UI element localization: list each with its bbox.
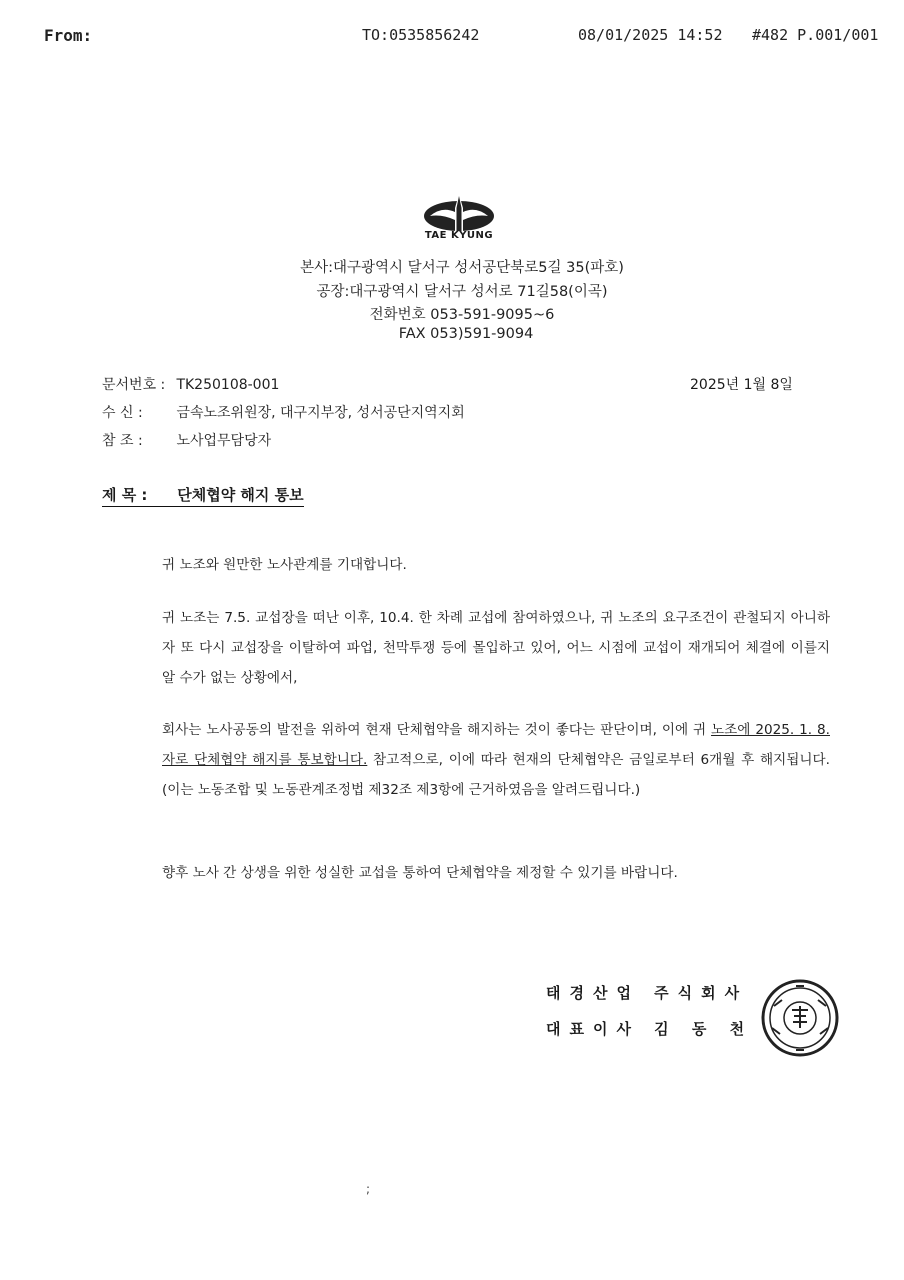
stray-mark: ;	[366, 1182, 371, 1196]
reference-value: 노사업무담당자	[176, 433, 272, 449]
reference-row	[102, 430, 271, 450]
body-paragraph-2: 귀 노조는 7.5. 교섭장을 떠난 이후, 10.4. 한 차례 교섭에 참여하였으나, 귀 노조의 요구조건이 관철되지 아니하자 또 다시 교섭장을 이탈하여 파업, 천막투쟁 등에 몰입하고 있어, 어느 시점에 교섭이 재개되어 체결에 이를지 알 수가 없는 상황에서,	[162, 610, 830, 686]
hq-address: 본사:대구광역시 달서구 성서공단북로5길 35(파호)	[300, 260, 624, 276]
subject-text: 단체협약 해지 통보	[177, 486, 304, 504]
recipient-value: 금속노조위원장, 대구지부장, 성서공단지역지회	[176, 405, 465, 421]
reference-label: 참 조 :	[102, 433, 143, 449]
company-logo	[420, 194, 498, 250]
doc-number-row	[102, 374, 279, 394]
document-date: 2025년 1월 8일	[690, 377, 793, 393]
phone-number: 전화번호 053-591-9095~6	[369, 307, 555, 323]
factory-address: 공장:대구광역시 달서구 성서로 71길58(이곡)	[316, 284, 608, 300]
signature-company: 태경산업 주식회사	[546, 984, 749, 1002]
tae-kyung-logo-icon	[422, 194, 496, 232]
fax-number: FAX 053)591-9094	[398, 326, 534, 342]
p3-intro: 회사는 노사공동의 발전을 위하여 현재 단체협약을 해지하는 것이 좋다는 판단이며, 이에 귀	[162, 722, 707, 738]
subject-line	[102, 484, 304, 507]
recipient-row	[102, 402, 465, 422]
fax-page-number: #482 P.001/001	[752, 26, 879, 44]
logo-text: TAE KYUNG	[424, 230, 494, 241]
body-paragraph-4: 향후 노사 간 상생을 위한 성실한 교섭을 통하여 단체협약을 제정할 수 있기를 바랍니다.	[162, 865, 678, 881]
body-paragraph-3	[162, 715, 830, 805]
company-seal-icon	[760, 976, 840, 1060]
p3-underlined-notice: 노조에 2025. 1. 8. 자로 단체협약 해지를 통보합니다.	[162, 722, 830, 768]
doc-number-label: 문서번호 :	[102, 377, 166, 393]
fax-datetime: 08/01/2025 14:52	[578, 26, 723, 44]
doc-number-value: TK250108-001	[176, 377, 280, 393]
body-paragraph-1: 귀 노조와 원만한 노사관계를 기대합니다.	[162, 557, 407, 573]
fax-to-number: TO:0535856242	[362, 26, 480, 44]
fax-from: From:	[44, 26, 93, 45]
fax-header	[0, 26, 904, 50]
recipient-label: 수 신 :	[102, 405, 143, 421]
subject-label: 제 목 :	[102, 486, 148, 504]
signature-representative: 대표이사 김 동 천	[546, 1020, 754, 1038]
p3-remainder: 참고적으로, 이에 따라 현재의 단체협약은 금일로부터 6개월 후 해지됩니다.(이는 노동조합 및 노동관계조정법 제32조 제3항에 근거하였음을 알려드립니다.)	[162, 752, 830, 798]
